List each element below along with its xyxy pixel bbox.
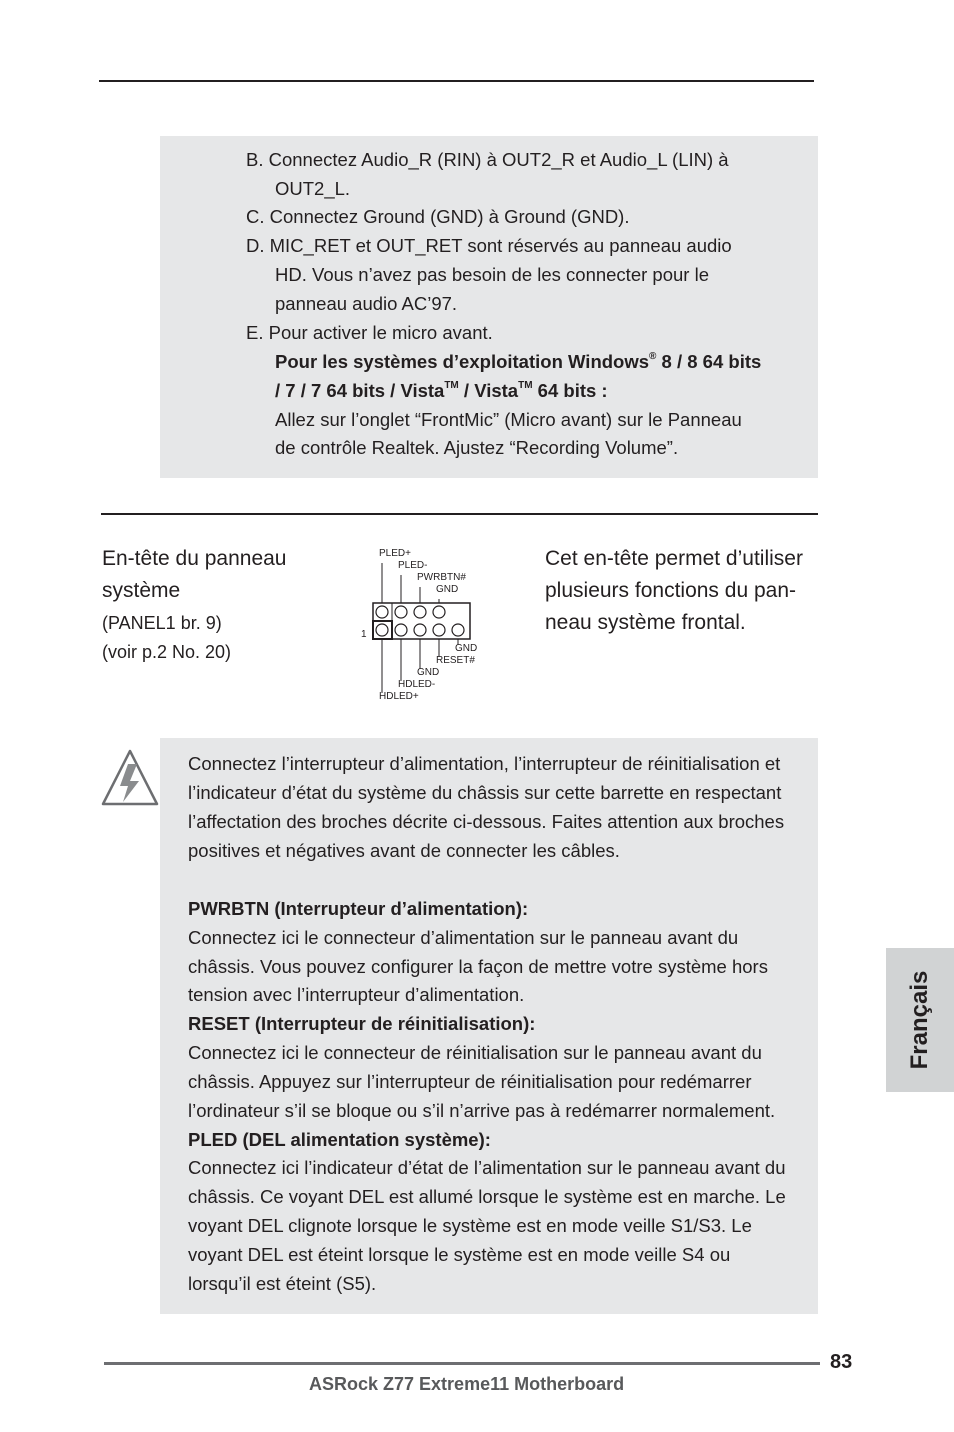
reset-line1: Connectez ici le connecteur de réinitialisation sur le panneau avant du xyxy=(188,1042,762,1063)
pled-line2: châssis. Ce voyant DEL est allumé lorsque le système est en marche. Le xyxy=(188,1186,786,1207)
pin-label-pled-minus: PLED- xyxy=(398,560,428,571)
pwrbtn-line2: châssis. Vous pouvez configurer la façon de mettre votre système hors xyxy=(188,956,768,977)
step-e: E. Pour activer le micro avant. xyxy=(246,322,493,343)
footer-product-name: ASRock Z77 Extreme11 Motherboard xyxy=(309,1374,625,1394)
panel-header-page-ref: (voir p.2 No. 20) xyxy=(102,642,232,662)
step-b-line2: OUT2_L. xyxy=(275,178,351,199)
step-d-line1: D. MIC_RET et OUT_RET sont réservés au panneau audio xyxy=(246,235,732,256)
pin-label-gnd-right: GND xyxy=(455,643,478,654)
page-number: 83 xyxy=(830,1351,853,1373)
intro-line2: l’indicateur d’état du système du châssis sur cette barrette en respectant xyxy=(188,782,782,803)
pin-label-gnd-top: GND xyxy=(436,584,459,595)
pin-label-gnd-bottom: GND xyxy=(417,667,440,678)
section-rule xyxy=(101,513,818,515)
step-c: C. Connectez Ground (GND) à Ground (GND). xyxy=(246,206,630,227)
panel-header-title-line1: En-tête du panneau xyxy=(102,547,287,570)
pwrbtn-heading: PWRBTN (Interrupteur d’alimentation): xyxy=(188,898,529,919)
intro-line3: l’affectation des broches décrite ci-dessous. Faites attention aux broches xyxy=(188,811,785,832)
os-heading-line1: Pour les systèmes d’exploitation Windows® 8 / 8 64 bits xyxy=(275,350,762,372)
pwrbtn-line3: tension avec l’interrupteur d’alimentation. xyxy=(188,984,525,1005)
step-d-line2: HD. Vous n’avez pas besoin de les connecter pour le xyxy=(275,264,709,285)
pled-line4: voyant DEL est éteint lorsque le système est en mode veille S4 ou xyxy=(188,1244,731,1265)
panel-pin-diagram xyxy=(355,545,495,710)
panel-header-ref: (PANEL1 br. 9) xyxy=(102,613,222,633)
reset-heading: RESET (Interrupteur de réinitialisation): xyxy=(188,1013,536,1034)
pin-label-reset: RESET# xyxy=(436,655,475,666)
footer-rule xyxy=(104,1362,820,1365)
panel-header-desc-line1: Cet en-tête permet d’utiliser xyxy=(545,547,803,570)
pin-label-hdled-minus: HDLED- xyxy=(398,679,436,690)
pled-line3: voyant DEL clignote lorsque le système est en mode veille S1/S3. Le xyxy=(188,1215,752,1236)
pwrbtn-line1: Connectez ici le connecteur d’alimentation sur le panneau avant du xyxy=(188,927,739,948)
top-rule xyxy=(99,80,814,82)
panel-header-title-line2: système xyxy=(102,579,181,602)
pin-label-pwrbtn: PWRBTN# xyxy=(417,572,466,583)
warning-lightning-icon xyxy=(99,748,161,808)
audio-instructions-box xyxy=(160,136,818,478)
panel-header-desc-line3: neau système frontal. xyxy=(545,611,746,634)
reset-line2: châssis. Appuyez sur l’interrupteur de réinitialisation pour redémarrer xyxy=(188,1071,752,1092)
panel-instructions-box xyxy=(160,738,818,1314)
pled-line5: lorsqu’il est éteint (S5). xyxy=(188,1273,377,1294)
language-tab-label: Français xyxy=(906,970,933,1070)
instruction-line2: de contrôle Realtek. Ajustez “Recording Volume”. xyxy=(275,437,679,458)
intro-line1: Connectez l’interrupteur d’alimentation, l’interrupteur de réinitialisation et xyxy=(188,753,781,774)
step-d-line3: panneau audio AC’97. xyxy=(275,293,458,314)
pled-heading: PLED (DEL alimentation système): xyxy=(188,1129,491,1150)
pled-line1: Connectez ici l’indicateur d’état de l’alimentation sur le panneau avant du xyxy=(188,1157,786,1178)
pin-label-pled-plus: PLED+ xyxy=(379,548,411,559)
pin-label-one: 1 xyxy=(361,629,367,640)
reset-line3: l’ordinateur s’il se bloque ou s’il n’arrive pas à redémarrer normalement. xyxy=(188,1100,776,1121)
intro-line4: positives et négatives avant de connecter les câbles. xyxy=(188,840,620,861)
os-heading-line2: / 7 / 7 64 bits / Vista™ / Vista™ 64 bits : xyxy=(275,379,608,401)
pin-label-hdled-plus: HDLED+ xyxy=(379,691,419,702)
step-b-line1: B. Connectez Audio_R (RIN) à OUT2_R et Audio_L (LIN) à xyxy=(246,149,729,170)
instruction-line1: Allez sur l’onglet “FrontMic” (Micro avant) sur le Panneau xyxy=(275,409,742,430)
language-tab xyxy=(886,948,954,1092)
panel-header-desc-line2: plusieurs fonctions du pan- xyxy=(545,579,796,602)
